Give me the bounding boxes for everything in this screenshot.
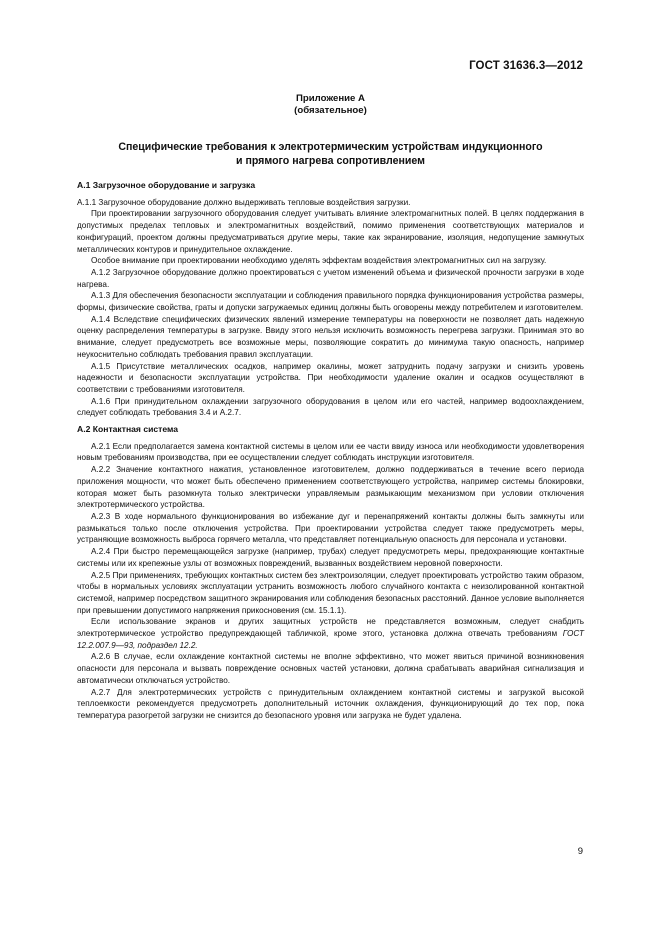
annex-title: Приложение А <box>296 93 365 104</box>
paragraph-a2-1: А.2.1 Если предполагается замена контактной системы в целом или ее части ввиду износа или необходимости удовлетворения новым требованиям производства, при ее осуществлении следует соблюдать инструкции изготовителя. <box>77 441 584 463</box>
paragraph-a1-1: А.1.1 Загрузочное оборудование должно выдерживать тепловые воздействия загрузки. <box>77 197 411 207</box>
section-heading-a2: А.2 Контактная система <box>77 424 179 435</box>
paragraph-a2-5: А.2.5 При применениях, требующих контактных систем без электроизоляции, следует проектировать устройство таким образом, чтобы в нормальных условиях эксплуатации устранить возможность любого случайного контакта с неизолированной контактной системой, например посредством защитного экранирования или соблюдения безопасных расстояний. Данное условие выполняется при превышении допустимого напряжения прикосновения (см. 15.1.1). <box>77 570 584 615</box>
annex-main-title <box>60 141 601 168</box>
annex-main-title-line1: Специфические требования к электротермическим устройствам индукционного <box>118 141 543 153</box>
standard-reference: ГОСТ 12.2.007.9—93, подраздел 12.2. <box>77 629 584 650</box>
paragraph-a1-6: А.1.6 При принудительном охлаждении загрузочного оборудования в целом или его частей, например водоохлаждением, следует соблюдать требования 3.4 и А.2.7. <box>77 396 584 418</box>
annex-type: (обязательное) <box>294 105 367 116</box>
page-number: 9 <box>577 846 583 857</box>
paragraph-a1-1-cont: При проектировании загрузочного оборудования следует учитывать влияние электромагнитных полей. В целях поддержания в допустимых пределах тепловых и электромагнитных воздействий, помимо применения соответствующих материалов и конфигураций, проектом должны предусматриваться другие меры, такие как экранирование, изоляция, недопущение замкнутых металлических контуров и принудительное охлаждение. <box>77 209 584 254</box>
paragraph-a2-6: А.2.6 В случае, если охлаждение контактной системы не вполне эффективно, что может явиться причиной возникновения опасности для персонала и вызвать повреждение основных частей установки, должна срабатывать аварийная сигнализация и автоматически отключаться устройство. <box>77 652 584 685</box>
annex-main-title-line2: и прямого нагрева сопротивлением <box>236 154 425 167</box>
document-code-header: ГОСТ 31636.3—2012 <box>469 60 583 72</box>
paragraph-a2-4: А.2.4 При быстро перемещающейся загрузке (например, трубах) следует предусмотреть меры, предохраняющие контактные системы или их крепежные узлы от возможных повреждений, вызванных воздействием неровной поверхности. <box>77 547 584 568</box>
paragraph-a2-7: А.2.7 Для электротермических устройств с принудительным охлаждением контактной системы и загрузкой высокой теплоемкости рекомендуется предусмотреть дополнительный источник охлаждения, функционирующий до тех пор, пока температура разогретой загрузки не снизится до безопасного уровня или загрузка не будет удалена. <box>77 687 584 720</box>
paragraph-a1-3: А.1.3 Для обеспечения безопасности эксплуатации и соблюдения правильного порядка функционирования устройства размеры, формы, физические свойства, граты и допуски загружаемых единиц должны быть оговорены между потребителем и изготовителем. <box>77 291 584 313</box>
paragraph-a1-2: А.1.2 Загрузочное оборудование должно проектироваться с учетом изменений объема и физической прочности загрузки в ходе нагрева. <box>77 267 584 289</box>
paragraph-a1-4: А.1.4 Вследствие специфических физических явлений измерение температуры на поверхности не позволяет дать надежную оценку распределения температуры в загрузке. Ввиду этого нельзя исключить возможность перегрева загрузки. Принимая это во внимание, следует предусмотреть все возможные меры, позволяющие сократить до минимума такую опасность, например неукоснительно соблюдать требования правил эксплуатации. <box>77 314 584 359</box>
paragraph-a1-1-note: Особое внимание при проектировании необходимо уделять эффектам воздействия электромагнитных сил на загрузку. <box>91 256 547 266</box>
paragraph-a1-5: А.1.5 Присутствие металлических осадков, например окалины, может затруднить подачу загрузки и снизить уровень надежности и безопасности эксплуатации устройства. При необходимости удаление окалин и осадков осуществляют в соответствии с требованиями изготовителя. <box>77 361 584 394</box>
paragraph-a2-5-cont-text: Если использование экранов и других защитных устройств не представляется возможным, следует снабдить электротермическое устройство предупреждающей табличкой, кроме этого, установка должна отвечать требованиям <box>77 617 584 639</box>
annex-heading <box>0 93 661 117</box>
paragraph-a2-3: А.2.3 В ходе нормального функционирования во избежание дуг и перенапряжений контакты должны быть замкнуты или размыкаться только после отключения устройства. При проектировании устройства следует также предусмотреть меры, устраняющие возможность выброса горячего металла, что представляет потенциальную опасность для персонала и установки. <box>77 511 584 545</box>
paragraph-a2-5-cont <box>77 616 584 651</box>
paragraph-a2-2: А.2.2 Значение контактного нажатия, установленное изготовителем, должно поддерживаться в течение всего периода приложения мощности, что может быть обеспечено применением соответствующего устройства, например системы блокировки, которая может быть разомкнута только электрически управляемым размыкающим механизмом при условии отключения электротермического устройства. <box>77 465 584 510</box>
document-body <box>77 180 584 722</box>
section-heading-a1: А.1 Загрузочное оборудование и загрузка <box>77 180 256 190</box>
